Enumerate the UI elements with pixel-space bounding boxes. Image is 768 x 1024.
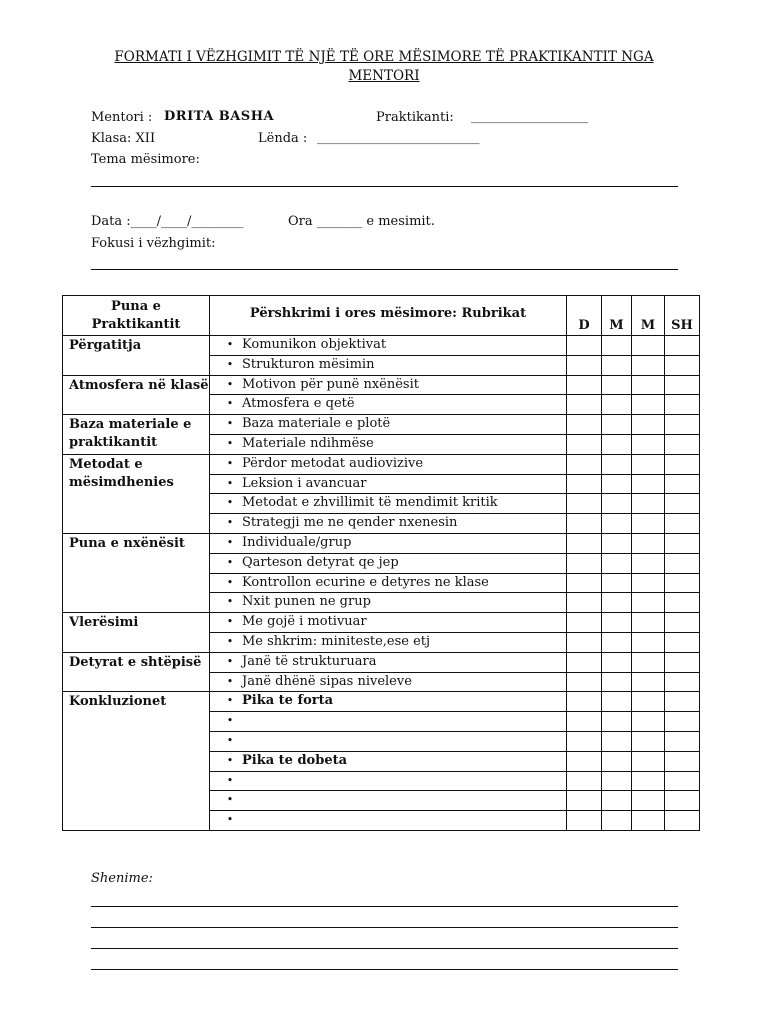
rating-cell[interactable] xyxy=(665,652,700,672)
rubric-item xyxy=(210,355,567,375)
bullet-icon: • xyxy=(226,733,234,747)
notes-line-4[interactable] xyxy=(91,969,678,970)
bullet-icon: • xyxy=(226,753,234,767)
rating-cell[interactable] xyxy=(567,553,602,573)
rating-cell[interactable] xyxy=(602,731,632,751)
rating-cell[interactable] xyxy=(602,712,632,732)
observation-table xyxy=(62,295,700,831)
rubric-item-text: Nxit punen ne grup xyxy=(242,594,371,610)
bullet-icon: • xyxy=(226,714,234,728)
rating-cell[interactable] xyxy=(632,533,665,553)
rating-cell[interactable] xyxy=(632,336,665,356)
table-header-row xyxy=(63,296,700,336)
category-label: Puna e nxënësit xyxy=(63,533,210,612)
rating-cell[interactable] xyxy=(567,791,602,811)
document-title-line-1: FORMATI I VËZHGIMIT TË NJË TË ORE MËSIMORE TË PRAKTIKANTIT NGA xyxy=(114,49,654,65)
rating-cell[interactable] xyxy=(665,712,700,732)
rating-cell[interactable] xyxy=(665,573,700,593)
rating-cell[interactable] xyxy=(632,553,665,573)
rating-cell[interactable] xyxy=(602,811,632,831)
document-title-line-2: MENTORI xyxy=(348,68,420,84)
bullet-icon: • xyxy=(226,436,234,450)
bullet-icon: • xyxy=(226,476,234,490)
rubric-item xyxy=(210,771,567,791)
rubric-item xyxy=(210,731,567,751)
rubric-item-text: Janë dhënë sipas niveleve xyxy=(242,673,412,689)
rating-cell[interactable] xyxy=(665,771,700,791)
rubric-item xyxy=(210,593,567,613)
rating-cell[interactable] xyxy=(602,791,632,811)
rating-cell[interactable] xyxy=(602,395,632,415)
bullet-icon: • xyxy=(226,377,234,391)
rating-cell[interactable] xyxy=(632,613,665,633)
category-label: Atmosfera në klasë xyxy=(63,375,210,415)
column-header-rating-d: D xyxy=(567,296,602,336)
rating-cell[interactable] xyxy=(602,751,632,771)
rating-cell[interactable] xyxy=(632,632,665,652)
focus-label: Fokusi i vëzhgimit: xyxy=(91,236,216,251)
rating-cell[interactable] xyxy=(567,593,602,613)
rating-cell[interactable] xyxy=(632,474,665,494)
topic-label: Tema mësimore: xyxy=(91,152,200,167)
rating-cell[interactable] xyxy=(665,474,700,494)
rubric-item xyxy=(210,811,567,831)
rating-cell[interactable] xyxy=(632,395,665,415)
rating-cell[interactable] xyxy=(632,712,665,732)
focus-line[interactable] xyxy=(91,269,678,270)
rating-cell[interactable] xyxy=(665,553,700,573)
rating-cell[interactable] xyxy=(602,533,632,553)
rubric-item-text: Komunikon objektivat xyxy=(242,337,387,352)
table-row xyxy=(63,652,700,672)
rubric-item xyxy=(210,474,567,494)
rating-cell[interactable] xyxy=(665,434,700,454)
rating-cell[interactable] xyxy=(602,593,632,613)
table-row xyxy=(63,375,700,395)
date-field[interactable]: Data :____/____/________ xyxy=(91,214,244,229)
rubric-item xyxy=(210,514,567,534)
rating-cell[interactable] xyxy=(602,652,632,672)
notes-line-3[interactable] xyxy=(91,948,678,949)
rating-cell[interactable] xyxy=(567,692,602,712)
rating-cell[interactable] xyxy=(567,494,602,514)
rating-cell[interactable] xyxy=(567,573,602,593)
rating-cell[interactable] xyxy=(567,652,602,672)
rating-cell[interactable] xyxy=(665,672,700,692)
rating-cell[interactable] xyxy=(665,533,700,553)
rubric-item xyxy=(210,573,567,593)
rating-cell[interactable] xyxy=(665,514,700,534)
rubric-item-text: Motivon për punë nxënësit xyxy=(242,376,419,392)
bullet-icon: • xyxy=(226,595,234,609)
rating-cell[interactable] xyxy=(567,533,602,553)
rating-cell[interactable] xyxy=(665,811,700,831)
rubric-item-text: Përdor metodat audiovizive xyxy=(242,455,424,471)
bullet-icon: • xyxy=(226,555,234,569)
rating-cell[interactable] xyxy=(665,751,700,771)
rating-cell[interactable] xyxy=(567,454,602,474)
rating-cell[interactable] xyxy=(567,811,602,831)
rating-cell[interactable] xyxy=(602,553,632,573)
table-row xyxy=(63,336,700,356)
table-row xyxy=(63,613,700,633)
column-header-rubrics: Përshkrimi i ores mësimore: Rubrikat xyxy=(210,296,567,336)
rating-cell[interactable] xyxy=(632,355,665,375)
rating-cell[interactable] xyxy=(665,613,700,633)
bullet-icon: • xyxy=(226,634,234,648)
rating-cell[interactable] xyxy=(632,811,665,831)
bullet-icon: • xyxy=(226,674,234,688)
bullet-icon: • xyxy=(226,654,234,668)
rubric-item xyxy=(210,553,567,573)
category-label: Konkluzionet xyxy=(63,692,210,831)
rubric-item-text: Me gojë i motivuar xyxy=(242,614,367,630)
bullet-icon: • xyxy=(226,516,234,530)
category-label: Baza materiale e praktikantit xyxy=(63,415,210,455)
rating-cell[interactable] xyxy=(567,375,602,395)
rating-cell[interactable] xyxy=(567,613,602,633)
category-label: Vlerësimi xyxy=(63,613,210,653)
column-header-rating-m2: M xyxy=(632,296,665,336)
rating-cell[interactable] xyxy=(632,454,665,474)
rating-cell[interactable] xyxy=(567,712,602,732)
notes-label: Shenime: xyxy=(91,871,153,886)
rating-cell[interactable] xyxy=(567,336,602,356)
rating-cell[interactable] xyxy=(632,731,665,751)
rating-cell[interactable] xyxy=(567,632,602,652)
rating-cell[interactable] xyxy=(665,593,700,613)
bullet-icon: • xyxy=(226,397,234,411)
rating-cell[interactable] xyxy=(665,395,700,415)
rubric-item xyxy=(210,652,567,672)
rating-cell[interactable] xyxy=(665,731,700,751)
table-row xyxy=(63,692,700,712)
bullet-icon: • xyxy=(226,793,234,807)
bullet-icon: • xyxy=(226,694,234,708)
rating-cell[interactable] xyxy=(567,415,602,435)
rating-cell[interactable] xyxy=(632,791,665,811)
rating-cell[interactable] xyxy=(602,494,632,514)
bullet-icon: • xyxy=(226,575,234,589)
rating-cell[interactable] xyxy=(602,692,632,712)
rubric-item xyxy=(210,791,567,811)
rating-cell[interactable] xyxy=(632,652,665,672)
rating-cell[interactable] xyxy=(665,355,700,375)
rating-cell[interactable] xyxy=(665,791,700,811)
bullet-icon: • xyxy=(226,357,234,371)
rating-cell[interactable] xyxy=(602,375,632,395)
rubric-item xyxy=(210,613,567,633)
rating-cell[interactable] xyxy=(567,771,602,791)
rating-cell[interactable] xyxy=(602,632,632,652)
subject-field[interactable]: _________________________ xyxy=(317,130,480,145)
rating-cell[interactable] xyxy=(567,434,602,454)
rating-cell[interactable] xyxy=(602,415,632,435)
trainee-field[interactable]: __________________ xyxy=(471,109,588,124)
rubric-item-text: Strukturon mësimin xyxy=(242,356,375,372)
rating-cell[interactable] xyxy=(632,434,665,454)
rubric-item-text: Pika te dobeta xyxy=(242,752,348,768)
observation-table-body xyxy=(63,296,700,831)
rubric-item-text: Me shkrim: miniteste,ese etj xyxy=(242,633,431,649)
rubric-item xyxy=(210,632,567,652)
rating-cell[interactable] xyxy=(567,395,602,415)
hour-field[interactable]: Ora _______ e mesimit. xyxy=(288,214,435,229)
rubric-item-text: Metodat e zhvillimit të mendimit kritik xyxy=(242,495,498,511)
trainee-label: Praktikanti: xyxy=(376,110,454,125)
rating-cell[interactable] xyxy=(602,474,632,494)
rating-cell[interactable] xyxy=(602,514,632,534)
rating-cell[interactable] xyxy=(632,415,665,435)
rating-cell[interactable] xyxy=(665,632,700,652)
mentor-label: Mentori : xyxy=(91,110,153,125)
rubric-item xyxy=(210,375,567,395)
column-header-rating-m1: M xyxy=(602,296,632,336)
rating-cell[interactable] xyxy=(602,434,632,454)
rating-cell[interactable] xyxy=(567,355,602,375)
rating-cell[interactable] xyxy=(567,751,602,771)
rubric-item-text: Leksion i avancuar xyxy=(242,475,367,491)
notes-line-2[interactable] xyxy=(91,927,678,928)
rubric-item xyxy=(210,454,567,474)
category-label: Metodat e mësimdhenies xyxy=(63,454,210,533)
bullet-icon: • xyxy=(226,496,234,510)
table-row xyxy=(63,533,700,553)
rubric-item xyxy=(210,692,567,712)
table-row xyxy=(63,454,700,474)
rating-cell[interactable] xyxy=(632,672,665,692)
rating-cell[interactable] xyxy=(665,375,700,395)
rubric-item-text: Strategji me ne qender nxenesin xyxy=(242,515,458,531)
rating-cell[interactable] xyxy=(632,593,665,613)
column-header-rating-sh: SH xyxy=(665,296,700,336)
rating-cell[interactable] xyxy=(665,454,700,474)
rating-cell[interactable] xyxy=(602,613,632,633)
rating-cell[interactable] xyxy=(567,474,602,494)
topic-line[interactable] xyxy=(91,186,678,187)
rating-cell[interactable] xyxy=(602,771,632,791)
rubric-item xyxy=(210,533,567,553)
column-header-trainee-work: Puna e Praktikantit xyxy=(63,296,210,336)
rubric-item xyxy=(210,494,567,514)
rubric-item-text: Pika te forta xyxy=(242,693,334,709)
table-row xyxy=(63,415,700,435)
rating-cell[interactable] xyxy=(665,415,700,435)
bullet-icon: • xyxy=(226,417,234,431)
category-label: Detyrat e shtëpisë xyxy=(63,652,210,692)
rating-cell[interactable] xyxy=(602,672,632,692)
rubric-item-text: Individuale/grup xyxy=(242,534,352,550)
bullet-icon: • xyxy=(226,813,234,827)
rubric-item-text: Qarteson detyrat qe jep xyxy=(242,554,399,570)
rubric-item xyxy=(210,672,567,692)
rating-cell[interactable] xyxy=(632,771,665,791)
rating-cell[interactable] xyxy=(632,514,665,534)
bullet-icon: • xyxy=(226,456,234,470)
rubric-item-text: Materiale ndihmëse xyxy=(242,435,374,451)
rubric-item xyxy=(210,415,567,435)
rating-cell[interactable] xyxy=(602,573,632,593)
rubric-item-text: Kontrollon ecurine e detyres ne klase xyxy=(242,574,489,590)
rating-cell[interactable] xyxy=(665,494,700,514)
category-label: Përgatitja xyxy=(63,336,210,376)
rating-cell[interactable] xyxy=(632,494,665,514)
rating-cell[interactable] xyxy=(602,355,632,375)
rubric-item xyxy=(210,751,567,771)
rating-cell[interactable] xyxy=(567,672,602,692)
rating-cell[interactable] xyxy=(602,336,632,356)
rating-cell[interactable] xyxy=(602,454,632,474)
class-label: Klasa: XII xyxy=(91,131,156,146)
rating-cell[interactable] xyxy=(665,336,700,356)
rubric-item-text: Janë të strukturuara xyxy=(242,653,377,669)
mentor-name: DRITA BASHA xyxy=(164,109,275,124)
subject-label: Lënda : xyxy=(258,131,308,146)
rating-cell[interactable] xyxy=(632,692,665,712)
rubric-item-text: Atmosfera e qetë xyxy=(242,396,355,412)
rating-cell[interactable] xyxy=(632,751,665,771)
rating-cell[interactable] xyxy=(567,731,602,751)
rating-cell[interactable] xyxy=(632,375,665,395)
notes-line-1[interactable] xyxy=(91,906,678,907)
rubric-item xyxy=(210,712,567,732)
bullet-icon: • xyxy=(226,615,234,629)
rating-cell[interactable] xyxy=(665,692,700,712)
rating-cell[interactable] xyxy=(632,573,665,593)
rubric-item xyxy=(210,336,567,356)
rubric-item xyxy=(210,395,567,415)
rubric-item-text: Baza materiale e plotë xyxy=(242,416,391,432)
bullet-icon: • xyxy=(226,535,234,549)
bullet-icon: • xyxy=(226,338,234,351)
rating-cell[interactable] xyxy=(567,514,602,534)
bullet-icon: • xyxy=(226,773,234,787)
rubric-item xyxy=(210,434,567,454)
